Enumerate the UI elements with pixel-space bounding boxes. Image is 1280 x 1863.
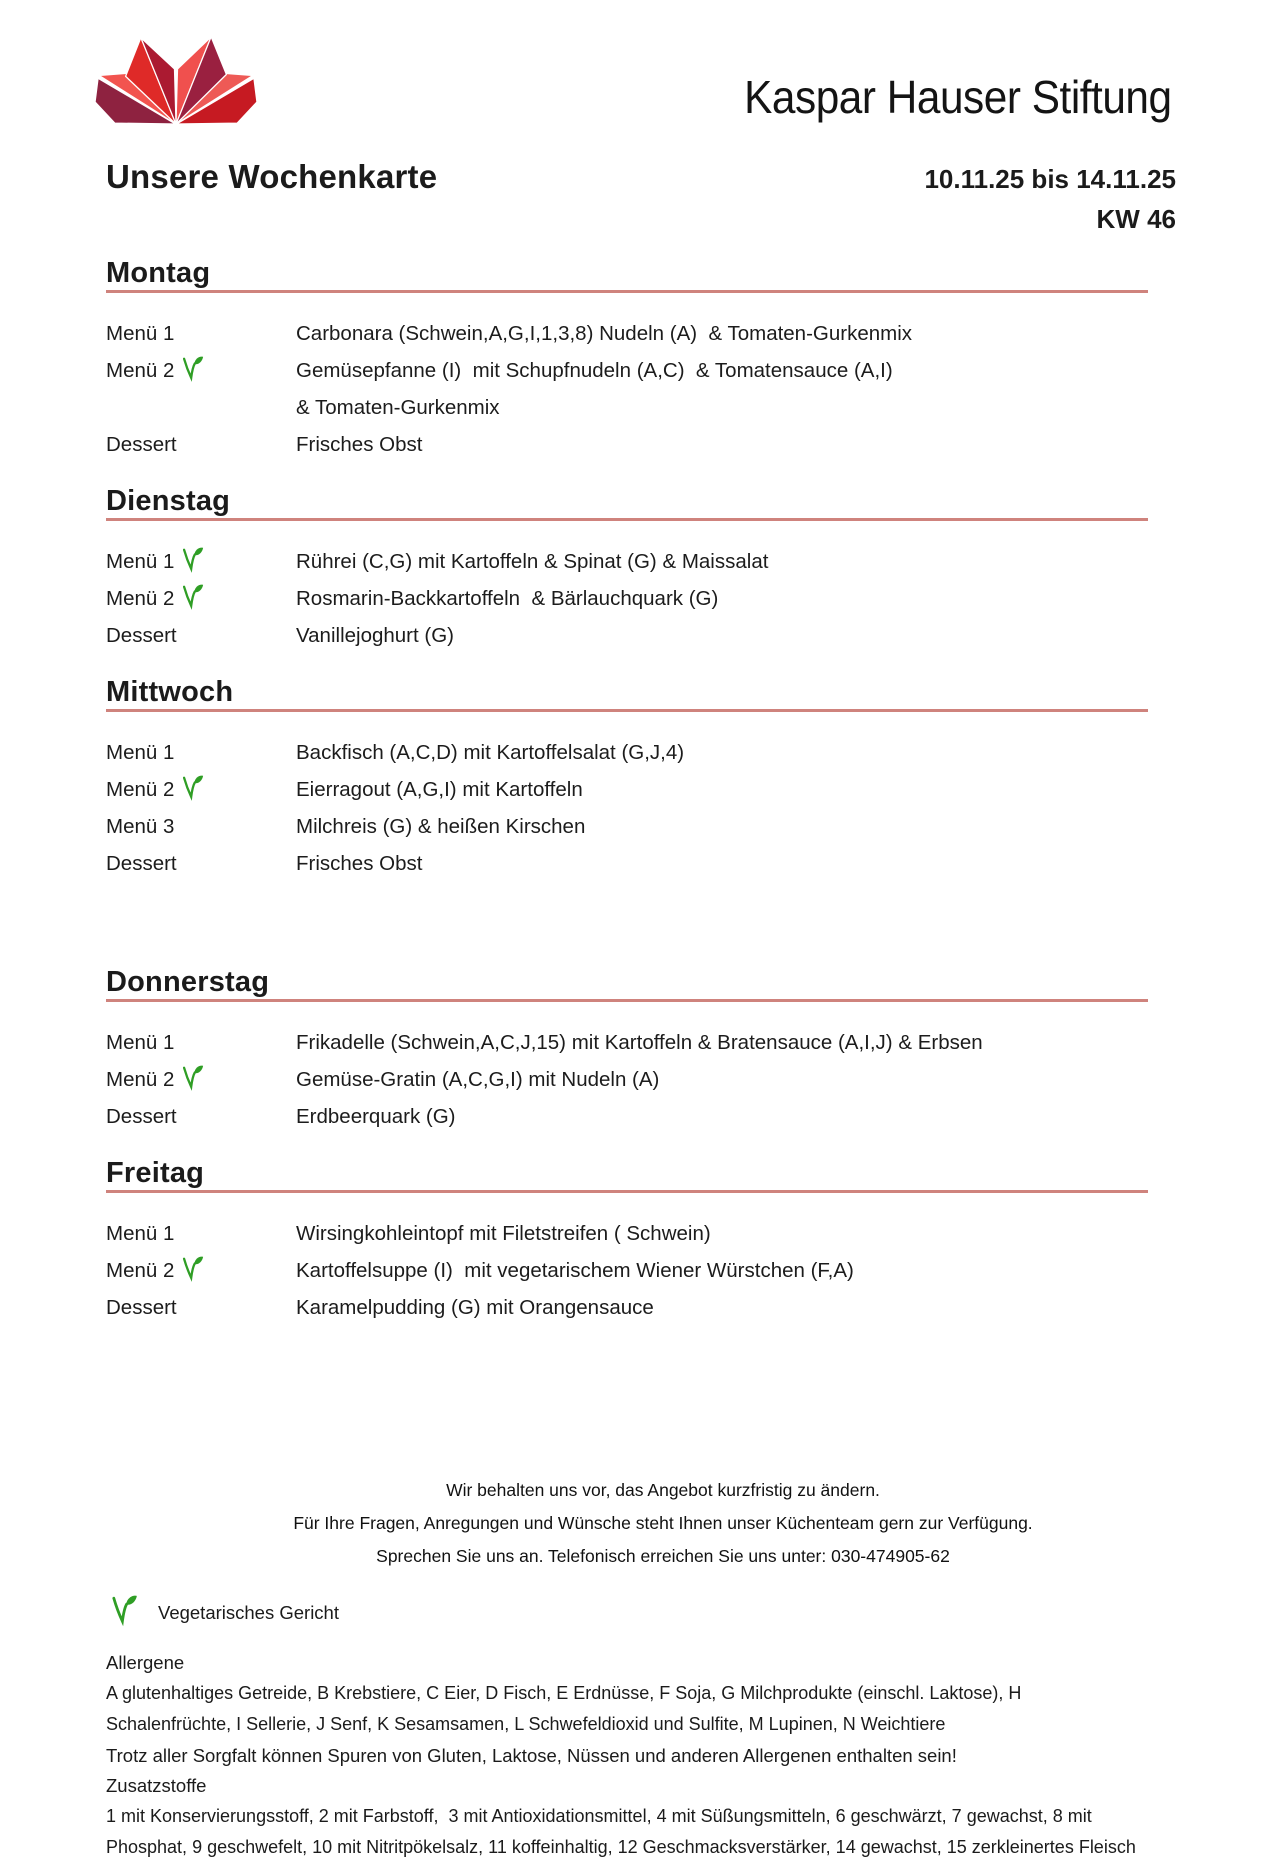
vegetarian-icon: [181, 1256, 204, 1293]
menu-row: [106, 734, 1148, 771]
day-section-freitag: [106, 1157, 1148, 1326]
vegetarian-icon: [110, 1595, 138, 1630]
date-range: 10.11.25 bis 14.11.25: [924, 164, 1176, 194]
menu-row: [106, 808, 1148, 845]
page-title: Unsere Wochenkarte: [106, 158, 438, 195]
menu-row: [106, 580, 1148, 617]
menu-row: [106, 543, 1148, 580]
menu-content: [106, 257, 1148, 1863]
menu-label: Menü 3: [106, 815, 175, 838]
allergen-warning: Trotz aller Sorgfalt können Spuren von Gluten, Laktose, Nüssen und anderen Allergenen enthalten sein!: [106, 1745, 957, 1766]
menu-text: Frisches Obst: [296, 433, 423, 456]
vegetarian-icon: [181, 584, 204, 621]
day-heading: Montag: [106, 257, 211, 289]
day-section-montag: [106, 257, 1148, 463]
menu-label: Menü 1: [106, 741, 175, 764]
day-underline: [106, 709, 1148, 712]
day-header: [106, 676, 1148, 720]
day-header: [106, 966, 1148, 1010]
menu-text: Vanillejoghurt (G): [296, 624, 454, 647]
day-underline: [106, 518, 1148, 521]
menu-text-line2: & Tomaten-Gurkenmix: [296, 396, 500, 419]
menu-text: Erdbeerquark (G): [296, 1105, 456, 1128]
note-line: Wir behalten uns vor, das Angebot kurzfristig zu ändern.: [446, 1480, 880, 1500]
day-header: [106, 1157, 1148, 1201]
menu-label: Dessert: [106, 852, 177, 875]
menu-label: Menü 2: [106, 587, 175, 610]
menu-label: Dessert: [106, 1296, 177, 1319]
menu-row: [106, 1252, 1148, 1289]
menu-label: Menü 2: [106, 1068, 175, 1091]
menu-row: [106, 315, 1148, 352]
day-section-dienstag: [106, 485, 1148, 654]
menu-row: [106, 1098, 1148, 1135]
vegetarian-icon: [181, 356, 204, 393]
org-logo-icon: [92, 34, 260, 126]
week-label: KW 46: [1096, 204, 1176, 234]
menu-text: Rosmarin-Backkartoffeln & Bärlauchquark (G): [296, 587, 719, 610]
menu-text: Wirsingkohleintopf mit Filetstreifen ( Schwein): [296, 1222, 711, 1245]
menu-text: Gemüsepfanne (I) mit Schupfnudeln (A,C) & Tomatensauce (A,I): [296, 359, 893, 382]
menu-label: Menü 1: [106, 1031, 175, 1054]
day-underline: [106, 999, 1148, 1002]
menu-text: Carbonara (Schwein,A,G,I,1,3,8) Nudeln (A) & Tomaten-Gurkenmix: [296, 322, 913, 345]
org-title: Kaspar Hauser Stiftung: [744, 71, 1172, 123]
day-section-mittwoch: [106, 676, 1148, 882]
menu-label: Menü 1: [106, 322, 175, 345]
menu-text: Frisches Obst: [296, 852, 423, 875]
menu-label: Dessert: [106, 624, 177, 647]
menu-text: Backfisch (A,C,D) mit Kartoffelsalat (G,J,4): [296, 741, 685, 764]
day-heading: Donnerstag: [106, 966, 270, 998]
additives-title: Zusatzstoffe: [106, 1775, 207, 1796]
menu-label: Dessert: [106, 433, 177, 456]
day-heading: Freitag: [106, 1157, 205, 1189]
menu-row: [106, 771, 1148, 808]
vegetarian-icon: [181, 775, 204, 812]
day-underline: [106, 290, 1148, 293]
menu-row: [106, 426, 1148, 463]
footer-notes: [106, 1474, 1148, 1573]
allergens-text: A glutenhaltiges Getreide, B Krebstiere, C Eier, D Fisch, E Erdnüsse, F Soja, G Milchprodukte (einschl. Laktose), H Schalenfrüchte, I Sellerie, J Senf, K Sesamsamen, L Schwefeldioxid und Sulfite, M Lupinen, N Weichtiere: [106, 1683, 1022, 1734]
title-row: [106, 158, 1176, 196]
menu-row: [106, 352, 1148, 426]
day-underline: [106, 1190, 1148, 1193]
menu-text: Karamelpudding (G) mit Orangensauce: [296, 1296, 654, 1319]
menu-row: [106, 1061, 1148, 1098]
menu-row: [106, 845, 1148, 882]
menu-label: Menü 2: [106, 778, 175, 801]
menu-text: Rührei (C,G) mit Kartoffeln & Spinat (G) & Maissalat: [296, 550, 769, 573]
day-header: [106, 485, 1148, 529]
menu-text: Kartoffelsuppe (I) mit vegetarischem Wiener Würstchen (F,A): [296, 1259, 854, 1282]
menu-text: Milchreis (G) & heißen Kirschen: [296, 815, 586, 838]
veg-legend-label: Vegetarisches Gericht: [158, 1601, 339, 1623]
menu-row: [106, 617, 1148, 654]
menu-label: Menü 2: [106, 359, 175, 382]
additives-text: 1 mit Konservierungsstoff, 2 mit Farbstoff, 3 mit Antioxidationsmittel, 4 mit Süßungsmitteln, 6 geschwärzt, 7 gewachst, 8 mit Phosphat, 9 geschwefelt, 10 mit Nitritpökelsalz, 11 koffeinhaltig, 12 Geschmacksverstärker, 14 gewachst, 15 zerkleinertes Fleisch: [106, 1806, 1136, 1857]
veg-legend: [110, 1595, 1148, 1630]
day-heading: Mittwoch: [106, 676, 234, 708]
menu-label: Menü 1: [106, 550, 175, 573]
day-section-donnerstag: [106, 966, 1148, 1135]
day-heading: Dienstag: [106, 485, 231, 517]
vegetarian-icon: [181, 547, 204, 584]
menu-label: Dessert: [106, 1105, 177, 1128]
menu-text: Eierragout (A,G,I) mit Kartoffeln: [296, 778, 583, 801]
day-header: [106, 257, 1148, 301]
menu-text: Frikadelle (Schwein,A,C,J,15) mit Kartoffeln & Bratensauce (A,I,J) & Erbsen: [296, 1031, 983, 1054]
allergens-title: Allergene: [106, 1652, 185, 1673]
menu-text: Gemüse-Gratin (A,C,G,I) mit Nudeln (A): [296, 1068, 660, 1091]
header: [0, 0, 1280, 126]
menu-label: Menü 1: [106, 1222, 175, 1245]
menu-row: [106, 1215, 1148, 1252]
note-line: Sprechen Sie uns an. Telefonisch erreichen Sie uns unter: 030-474905-62: [376, 1546, 950, 1566]
menu-label: Menü 2: [106, 1259, 175, 1282]
menu-row: [106, 1289, 1148, 1326]
note-line: Für Ihre Fragen, Anregungen und Wünsche steht Ihnen unser Küchenteam gern zur Verfügung.: [293, 1513, 1033, 1533]
menu-row: [106, 1024, 1148, 1061]
vegetarian-icon: [181, 1065, 204, 1102]
